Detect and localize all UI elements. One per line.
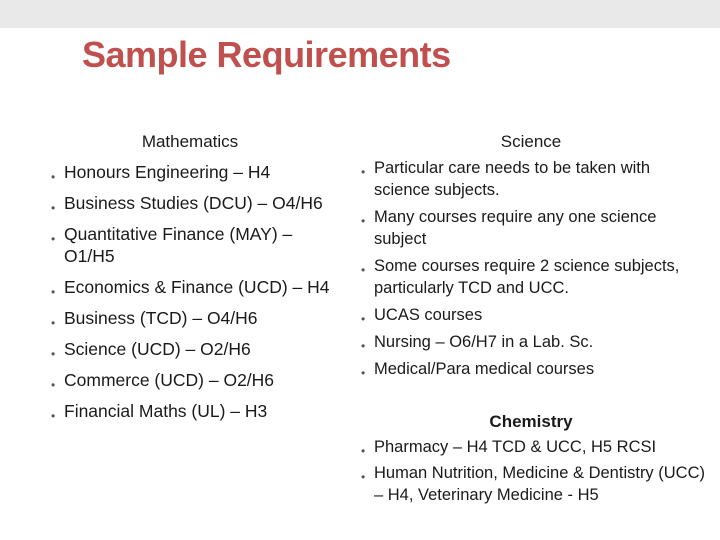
- slide-title: Sample Requirements: [82, 34, 451, 75]
- bullet-icon: •: [361, 263, 366, 277]
- list-item: • Pharmacy – H4 TCD & UCC, H5 RCSI: [356, 436, 706, 458]
- science-column: [356, 132, 706, 506]
- bullet-icon: •: [361, 444, 366, 458]
- list-item: • Economics & Finance (UCD) – H4: [46, 276, 346, 298]
- science-list: [356, 157, 706, 380]
- bullet-icon: •: [361, 339, 366, 353]
- science-heading: Science: [500, 132, 562, 151]
- list-item: • Business (TCD) – O4/H6: [46, 307, 346, 329]
- list-item: • Many courses require any one science subject: [361, 208, 657, 248]
- list-item: • Some courses require 2 science subjects, particularly TCD and UCC.: [361, 257, 680, 297]
- bullet-icon: •: [51, 285, 56, 299]
- list-item: • Business Studies (DCU) – O4/H6: [46, 192, 346, 214]
- bullet-icon: •: [361, 470, 366, 484]
- bullet-icon: •: [51, 170, 56, 184]
- list-item: • Honours Engineering – H4: [46, 161, 346, 183]
- list-item: • Financial Maths (UL) – H3: [46, 400, 346, 422]
- bullet-icon: •: [51, 347, 56, 361]
- mathematics-list: [46, 161, 346, 422]
- bullet-icon: •: [361, 165, 366, 179]
- list-item: • Commerce (UCD) – O2/H6: [46, 369, 346, 391]
- mathematics-heading: Mathematics: [141, 132, 239, 151]
- bullet-icon: •: [51, 409, 56, 423]
- bullet-icon: •: [51, 201, 56, 215]
- bullet-icon: •: [361, 312, 366, 326]
- bullet-icon: •: [361, 214, 366, 228]
- bullet-icon: •: [361, 366, 366, 380]
- list-item: • Nursing – O6/H7 in a Lab. Sc.: [356, 331, 706, 353]
- chemistry-heading: Chemistry: [489, 412, 573, 431]
- list-item: • Quantitative Finance (MAY) – O1/H5: [51, 224, 293, 266]
- list-item: • Science (UCD) – O2/H6: [46, 338, 346, 360]
- slide-top-band: [0, 0, 720, 28]
- bullet-icon: •: [51, 232, 56, 246]
- list-item: • Medical/Para medical courses: [356, 358, 706, 380]
- chemistry-list: [356, 436, 706, 506]
- bullet-icon: •: [51, 378, 56, 392]
- list-item: • UCAS courses: [356, 304, 706, 326]
- list-item: • Particular care needs to be taken with science subjects.: [361, 159, 651, 199]
- mathematics-column: [46, 132, 346, 422]
- list-item: • Human Nutrition, Medicine & Dentistry (UCC) – H4, Veterinary Medicine - H5: [361, 464, 706, 504]
- bullet-icon: •: [51, 316, 56, 330]
